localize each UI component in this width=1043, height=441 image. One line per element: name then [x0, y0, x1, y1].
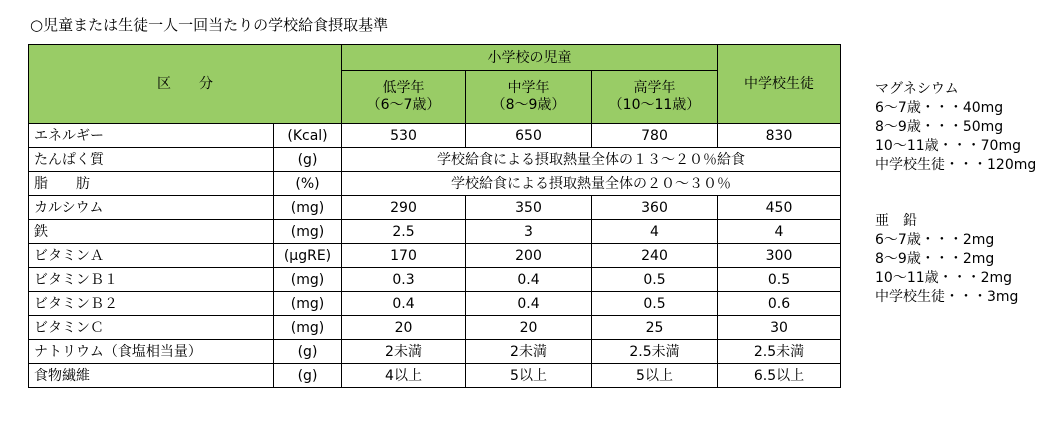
value-cell: 5以上	[592, 364, 718, 388]
nutrient-unit: (g)	[274, 148, 342, 172]
nutrient-name: ビタミンＢ１	[29, 268, 274, 292]
nutrient-name: カルシウム	[29, 196, 274, 220]
magnesium-line: 中学校生徒・・・120mg	[875, 157, 1037, 173]
value-cell: 4	[718, 220, 841, 244]
category-header: 区 分	[29, 45, 342, 124]
value-cell: 350	[466, 196, 592, 220]
nutrient-unit: (mg)	[274, 292, 342, 316]
grade-ages: （10～11歳）	[608, 97, 701, 113]
table-row	[29, 268, 841, 292]
grade-header-middle	[466, 71, 592, 124]
value-cell: 0.3	[342, 268, 466, 292]
magnesium-note	[875, 80, 1036, 175]
table-row	[29, 124, 841, 148]
nutrient-name: 鉄	[29, 220, 274, 244]
value-cell: 0.4	[466, 268, 592, 292]
header-row-1	[29, 45, 841, 71]
zinc-note	[875, 212, 1018, 307]
merged-value: 学校給食による摂取熱量全体の２０～３０％	[342, 172, 841, 196]
value-cell: 0.6	[718, 292, 841, 316]
value-cell: 0.5	[718, 268, 841, 292]
value-cell: 2.5	[342, 220, 466, 244]
value-cell: 25	[592, 316, 718, 340]
magnesium-line: 8～9歳・・・50mg	[875, 119, 1004, 135]
nutrient-name: ナトリウム（食塩相当量）	[29, 340, 274, 364]
value-cell: 4	[592, 220, 718, 244]
value-cell: 240	[592, 244, 718, 268]
magnesium-line: 10～11歳・・・70mg	[875, 138, 1021, 154]
value-cell: 20	[342, 316, 466, 340]
value-cell: 830	[718, 124, 841, 148]
value-cell: 0.5	[592, 292, 718, 316]
table-row	[29, 316, 841, 340]
value-cell: 170	[342, 244, 466, 268]
nutrient-unit: (Kcal)	[274, 124, 342, 148]
value-cell: 5以上	[466, 364, 592, 388]
nutrient-unit: (mg)	[274, 196, 342, 220]
zinc-line: 中学校生徒・・・3mg	[875, 289, 1019, 305]
value-cell: 0.5	[592, 268, 718, 292]
nutrient-name: 脂 肪	[29, 172, 274, 196]
nutrient-name: たんぱく質	[29, 148, 274, 172]
table-row	[29, 292, 841, 316]
elementary-group-header: 小学校の児童	[342, 45, 718, 71]
page-title: ○児童または生徒一人一回当たりの学校給食摂取基準	[30, 16, 389, 34]
table-row	[29, 340, 841, 364]
intake-standards-table	[28, 44, 841, 388]
grade-ages: （6～7歳）	[366, 97, 441, 113]
merged-value: 学校給食による摂取熱量全体の１３～２０％給食	[342, 148, 841, 172]
value-cell: 6.5以上	[718, 364, 841, 388]
grade-name: 高学年	[633, 80, 676, 96]
value-cell: 450	[718, 196, 841, 220]
value-cell: 530	[342, 124, 466, 148]
magnesium-title: マグネシウム	[875, 81, 959, 97]
grade-ages: （8～9歳）	[491, 97, 566, 113]
table-row	[29, 220, 841, 244]
nutrient-name: ビタミンＡ	[29, 244, 274, 268]
value-cell: 2.5未満	[592, 340, 718, 364]
zinc-line: 6～7歳・・・2mg	[875, 232, 995, 248]
nutrient-name: 食物繊維	[29, 364, 274, 388]
value-cell: 2未満	[466, 340, 592, 364]
value-cell: 4以上	[342, 364, 466, 388]
table-row	[29, 364, 841, 388]
grade-name: 低学年	[382, 80, 425, 96]
nutrient-name: ビタミンＣ	[29, 316, 274, 340]
zinc-title: 亜 鉛	[875, 213, 917, 229]
junior-high-header: 中学校生徒	[718, 45, 841, 124]
nutrient-name: エネルギー	[29, 124, 274, 148]
table-row	[29, 172, 841, 196]
value-cell: 30	[718, 316, 841, 340]
zinc-line: 8～9歳・・・2mg	[875, 251, 995, 267]
nutrient-unit: (mg)	[274, 220, 342, 244]
grade-header-high	[592, 71, 718, 124]
grade-header-low	[342, 71, 466, 124]
nutrient-unit: (mg)	[274, 268, 342, 292]
nutrient-unit: (μgRE)	[274, 244, 342, 268]
nutrient-unit: (mg)	[274, 316, 342, 340]
value-cell: 650	[466, 124, 592, 148]
table-row	[29, 148, 841, 172]
nutrient-unit: (g)	[274, 364, 342, 388]
value-cell: 3	[466, 220, 592, 244]
value-cell: 0.4	[466, 292, 592, 316]
nutrient-unit: (%)	[274, 172, 342, 196]
magnesium-line: 6～7歳・・・40mg	[875, 100, 1004, 116]
nutrient-unit: (g)	[274, 340, 342, 364]
value-cell: 20	[466, 316, 592, 340]
value-cell: 360	[592, 196, 718, 220]
value-cell: 300	[718, 244, 841, 268]
value-cell: 200	[466, 244, 592, 268]
nutrient-name: ビタミンＢ２	[29, 292, 274, 316]
value-cell: 780	[592, 124, 718, 148]
table-row	[29, 244, 841, 268]
zinc-line: 10～11歳・・・2mg	[875, 270, 1013, 286]
grade-name: 中学年	[507, 80, 550, 96]
table-row	[29, 196, 841, 220]
value-cell: 2未満	[342, 340, 466, 364]
value-cell: 2.5未満	[718, 340, 841, 364]
value-cell: 0.4	[342, 292, 466, 316]
value-cell: 290	[342, 196, 466, 220]
